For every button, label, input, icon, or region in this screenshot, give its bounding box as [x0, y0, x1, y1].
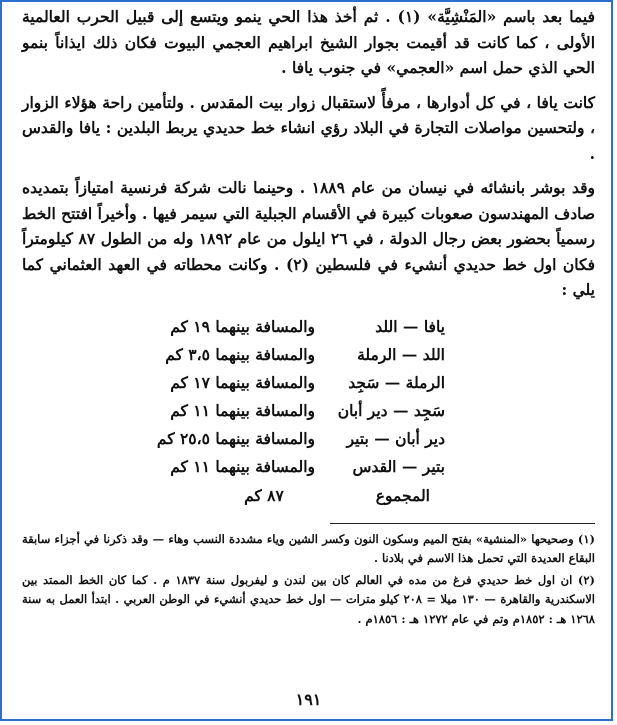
station-route: سَجِد — دير أبان [337, 400, 445, 420]
stations-table [145, 313, 445, 511]
paragraph-3: وقد بوشر بانشائه في نيسان من عام ١٨٨٩ . وحينما نالت شركة فرنسية امتيازاً بتمديده صادف المهندسون صعوبات كبيرة في الأقسام الجبلية التي سيمر فيها . وأخيراً افتتح الخط رسمياً بحضور بعض رجال الدولة ، في ٢٦ ايلول من عام ١٨٩٢ وله من الطول ٨٧ كيلومتراً فكان اول خط حديدي أنشيء في فلسطين (٢) . وكانت محطاته في العهد العثماني كما يلي : [22, 178, 596, 299]
paragraph-1: فيما بعد باسم «المَنْشِيَّة» (١) . ثم أخذ هذا الحي ينمو ويتسع إلى قبيل الحرب العالمية الأولى ، كما كانت قد أقيمت بجوار الشيخ ابراهيم العجمي البيوت فكان ذلك ايذاناً بنمو الحي الذي حمل اسم «العجمي» في جنوب يافا . [22, 7, 595, 77]
station-row [145, 313, 445, 341]
total-value: ٨٧ كم [244, 485, 284, 505]
station-route: اللد — الرملة [357, 344, 445, 364]
station-row [145, 453, 445, 481]
footnote-1: (١) وصحيحها «المنشية» بفتح الميم وسكون النون وكسر الشين وياء مشددة النسب وهاء — وقد ذكرنا في أجزاء سابقة البقاع العديدة التي تحمل هذا الاسم في بلادنا . [22, 531, 595, 565]
book-page [22, 4, 595, 629]
station-row [145, 369, 445, 397]
footnote-2: (٢) ان اول خط حديدي فرغ من مده في العالم كان بين لندن و ليفربول سنة ١٨٣٧ م . كما كان الخط الممتد بين الاسكندرية والقاهرة — ١٣٠ ميلا = ٢٠٨ كيلو مترات — اول خط حديدي أنشيء في الوطن العربي . ابتدأ العمل به سنة ١٢٦٨ هـ : ١٨٥٢م وتم في عام ١٢٧٢ هـ : ١٨٥٦م . [22, 572, 596, 626]
total-label: المجموع [375, 485, 430, 505]
station-distance: والمسافة بينهما ٢٥،٥ كم [156, 428, 315, 448]
station-distance: والمسافة بينهما ٣،٥ كم [165, 344, 315, 364]
total-row [145, 481, 445, 511]
station-row [145, 425, 445, 453]
footnotes [22, 530, 595, 630]
station-row [145, 341, 445, 369]
paragraph-2: كانت يافا ، في كل أدوارها ، مرفأً لاستقبال زوار بيت المقدس . ولتأمين راحة هؤلاء الزوار ، ولتحسين مواصلات التجارة في البلاد رؤي انشاء خط حديدي يربط البلدين : يافا والقدس . [22, 92, 595, 163]
station-route: يافا — اللد [375, 316, 445, 336]
station-distance: والمسافة بينهما ١١ كم [170, 400, 315, 420]
station-route: دير أبان — بتير [346, 428, 445, 448]
station-distance: والمسافة بينهما ١٧ كم [170, 372, 315, 392]
station-distance: والمسافة بينهما ١١ كم [170, 456, 315, 476]
page-number: ١٩١ [295, 690, 322, 709]
footnote-divider [330, 523, 595, 524]
station-distance: والمسافة بينهما ١٩ كم [170, 316, 315, 336]
station-route: بتير — القدس [352, 456, 445, 476]
station-route: الرملة — سَجِد [348, 372, 445, 392]
station-row [145, 397, 445, 425]
